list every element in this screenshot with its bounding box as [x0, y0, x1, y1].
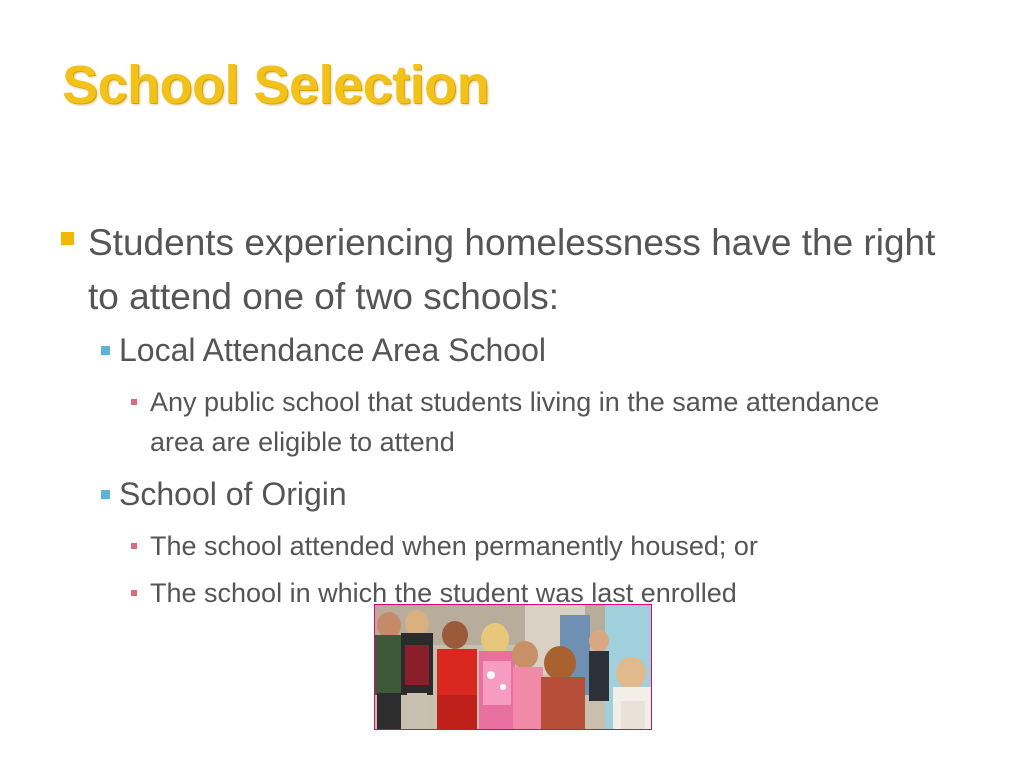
square-bullet-icon — [131, 399, 137, 405]
square-bullet-icon — [61, 232, 74, 245]
school-of-origin-detail-1: The school attended when permanently housed; or — [150, 531, 758, 561]
slide-title: School Selection — [62, 55, 490, 115]
square-bullet-icon — [131, 543, 137, 549]
option-school-of-origin-label: School of Origin — [119, 476, 347, 512]
option-local-attendance-label: Local Attendance Area School — [119, 332, 546, 368]
school-of-origin-detail-2: The school in which the student was last enrolled — [150, 578, 737, 608]
option-local-attendance-detail: Any public school that students living in the same attendance area are eligible to attend — [150, 387, 880, 457]
square-bullet-icon — [101, 490, 110, 499]
main-bullet-text: Students experiencing homelessness have the right to attend one of two schools: — [88, 222, 936, 317]
square-bullet-icon — [131, 590, 137, 596]
square-bullet-icon — [101, 346, 110, 355]
children-photo — [374, 604, 652, 730]
